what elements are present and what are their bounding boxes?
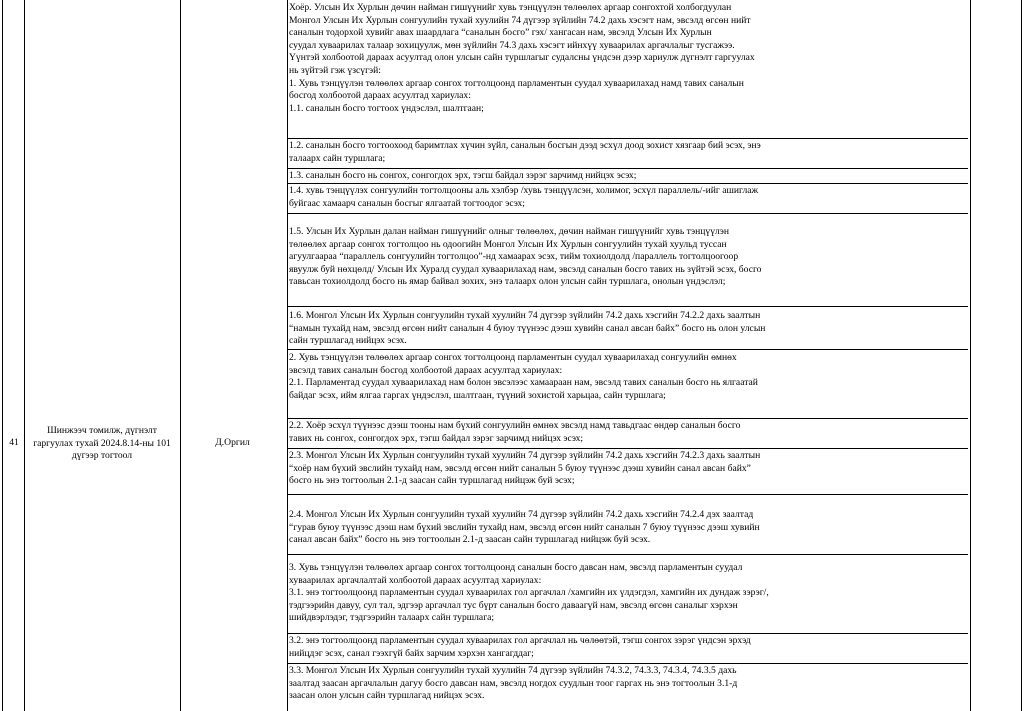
row-separator	[287, 168, 968, 169]
row-separator	[287, 213, 968, 214]
content-paragraph: 1.5. Улсын Их Хурлын далан найман гишүүнийг олныг төлөөлөх, дөчин найман гишүүнийг хувь тэнцүүлэн төлөөлөх аргаар сонгох тогтолцоо нь одоогийн Монгол Улсын Их Хурлын сонгуулийн тухай хуульд туссан агуулгаараа “параллель сонгуулийн тогтолцоо”-нд хамаарах эсэх, тийм тохиолдолд /параллель тогтолцоогоор явуулж буй нөхцөлд/ Улсын Их Хуралд суудал хуваарилахад нам, эвсэлд саналын босго тавих нь зүйтэй эсэх, босго тавьсан тохиолдолд босго нь ямар байвал зохих, энэ талаарх олон улсын сайн туршлага, онолын үндэслэл;	[289, 226, 762, 288]
row-separator	[287, 494, 968, 495]
row-separator	[287, 306, 968, 307]
content-paragraph: 3. Хувь тэнцүүлэн төлөөлөх аргаар сонгох тогтолцоонд саналын босго давсан нам, эвсэлд парламентын суудал хуваарилах аргачлалтай холбоотой дараах асуултад хариулах: 3.1. энэ тогтоолцоонд парламентын суудал хуваарилах гол аргачлал /хамгийн их үлдэгдэл, хамгийн их дундаж зэрэг/, тэдгээрийн давуу, сул тал, эдгээр аргачлал тус бүрт саналын босго даваагүй нам, эвсэлд өгсөн саналыг хэрхэн шийдвэрлэдэг, тэдгээрийн талаарх сайн туршлага;	[289, 562, 769, 624]
content-paragraph: 2.4. Монгол Улсын Их Хурлын сонгуулийн тухай хуулийн 74 дүгээр зүйлийн 74.2 дахь хэсгийн 74.2.4 дэх заалтад “гурав буюу түүнээс дээш нам бүхий эвслийн тухайд нам, эвсэлд өгсөн нийт саналын 7 буюу түүнээс дээш хувийн санал авсан байх” босго нь энэ тогтоолын 2.1-д заасан сайн туршлагад нийцэж буй эсэх.	[289, 509, 760, 546]
row-separator	[287, 448, 968, 449]
table-divider-title	[180, 0, 181, 711]
row-separator	[287, 633, 968, 634]
row-separator	[287, 183, 968, 184]
row-number: 41	[9, 437, 19, 448]
content-paragraph: 1.6. Монгол Улсын Их Хурлын сонгуулийн тухай хуулийн 74 дүгээр зүйлийн 74.2 дахь хэсгийн 74.2.2 дахь заалтын “намын тухайд нам, эвсэлд өгсөн нийт саналын 4 буюу түүнээс дээш хувийн санал авсан байх” босго нь олон улсын сайн туршлагад нийцэх эсэх.	[289, 310, 766, 347]
row-separator	[287, 349, 968, 350]
content-paragraph: 3.2. энэ тогтоолцоонд парламентын суудал хуваарилах гол аргачлал нь чөлөөтэй, тэгш сонгох зэрэг үндсэн эрхэд нийцдэг эсэх, санал гээхгүй байх зарчим хэрхэн хангагддаг;	[289, 635, 751, 659]
content-paragraph: 1.4. хувь тэнцүүлэх сонгуулийн тогтолцооны аль хэлбэр /хувь тэнцүүлсэн, холимог, эсхүл параллель/-ийг ашиглаж буйгаас хамаарч саналын босгыг ялгаатай тогтоодог эсэх;	[289, 185, 759, 209]
table-divider-person	[287, 0, 288, 711]
row-separator	[287, 554, 968, 555]
row-separator	[287, 663, 968, 664]
content-paragraph: 1.2. саналын босго тогтоохоод баримтлах хүчин зүйл, саналын босгын дээд эсхүл доод зохист хязгаар бий эсэх, энэ талаарх сайн туршлага;	[289, 140, 761, 164]
table-divider-content	[970, 0, 971, 711]
content-paragraph: 3.3. Монгол Улсын Их Хурлын сонгуулийн тухай хуулийн 74 дүгээр зүйлийн 74.3.2, 74.3.3, 74.3.4, 74.3.5 дахь заалтад заасан аргачлалын дагуу босго давсан нам, эвсэлд ногдох суудлын тоог гаргах нь энэ тогтоолын 3.1-д заасан олон улсын сайн туршлагад нийцэх эсэх.	[289, 665, 738, 702]
content-paragraph: 2. Хувь тэнцүүлэн төлөөлөх аргаар сонгох тогтолцоонд парламентын суудал хуваарилахад сонгуулийн өмнөх эвсэлд тавих саналын босгод холбоотой дараах асуултад хариулах: 2.1. Парламентад суудал хуваарилахад нам болон эвсэлээс хамаараан нам, эвсэлд тавих саналын босго нь ялгаатай байдаг эсэх, ийм ялгаа гаргах үндэслэл, шалтгаан, түүний зохистой харьцаа, сайн туршлага;	[289, 352, 758, 401]
row-separator	[287, 138, 968, 139]
table-border-right	[1021, 0, 1022, 711]
content-paragraph: 1.3. саналын босго нь сонгох, сонгогдох эрх, тэгш байдал зэрэг зарчимд нийцэх эсэх;	[289, 170, 637, 181]
row-separator	[287, 418, 968, 419]
row-title: Шинжээч томилж, дүгнэлт гаргуулах тухай 2024.8.14-ны 101 дүгээр тогтоол	[33, 425, 171, 462]
row-person: Д.Оргил	[215, 437, 250, 448]
content-paragraph: 2.3. Монгол Улсын Их Хурлын сонгуулийн тухай хуулийн 74 дүгээр зүйлийн 74.2 дахь хэсгийн 74.2.3 дахь заалтын “хоёр нам бүхий эвслийн тухайд нам, эвсэлд өгсөн нийт саналын 5 буюу түүнээс дээш хувийн санал авсан байх” босго нь энэ тогтоолын 2.1-д заасан сайн туршлагад нийцэж буй эсэх;	[289, 450, 761, 487]
content-paragraph: 2.2. Хоёр эсхүл түүнээс дээш тооны нам бүхий сонгуулийн өмнөх эвсэлд намд тавьдгаас өндөр саналын босго тавих нь сонгох, сонгогдох эрх, тэгш байдал зэрэг зарчимд нийцэх эсэх;	[289, 420, 741, 444]
table-border-left	[2, 0, 3, 711]
content-paragraph: Хоёр. Улсын Их Хурлын дөчин найман гишүүнийг хувь тэнцүүлэн төлөөлөх аргаар сонгохтой холбогдуулан Монгол Улсын Их Хурлын сонгуулийн тухай хуулийн 74 дүгээр зүйлийн 74.2 дахь хэсэгт нам, эвсэлд өгсөн нийт саналын тодорхой хувийг авах шаардлага “саналын босго” гэх/ хангасан нам, эвсэлд Улсын Их Хурлын суудал хуваарилах талаар зохицуулж, мөн зүйлийн 74.3 дахь хэсэгт ийнхүү хуваарилах аргачлалыг тусгажээ. Үүнтэй холбоотой дараах асуултад олон улсын сайн туршлагыг судалсны үндсэн дээр хариулж дүгнэлт гаргуулах нь зүйтэй гэж үзсүгэй: 1. Хувь тэнцүүлэн төлөөлөх аргаар сонгох тогтолцоонд парламентын суудал хуваарилахад намд тавих саналын босгод холбоотой дараах асуултад хариулах: 1.1. саналын босго тогтоох үндэслэл, шалтгаан;	[289, 2, 755, 114]
table-divider-number	[24, 0, 25, 711]
